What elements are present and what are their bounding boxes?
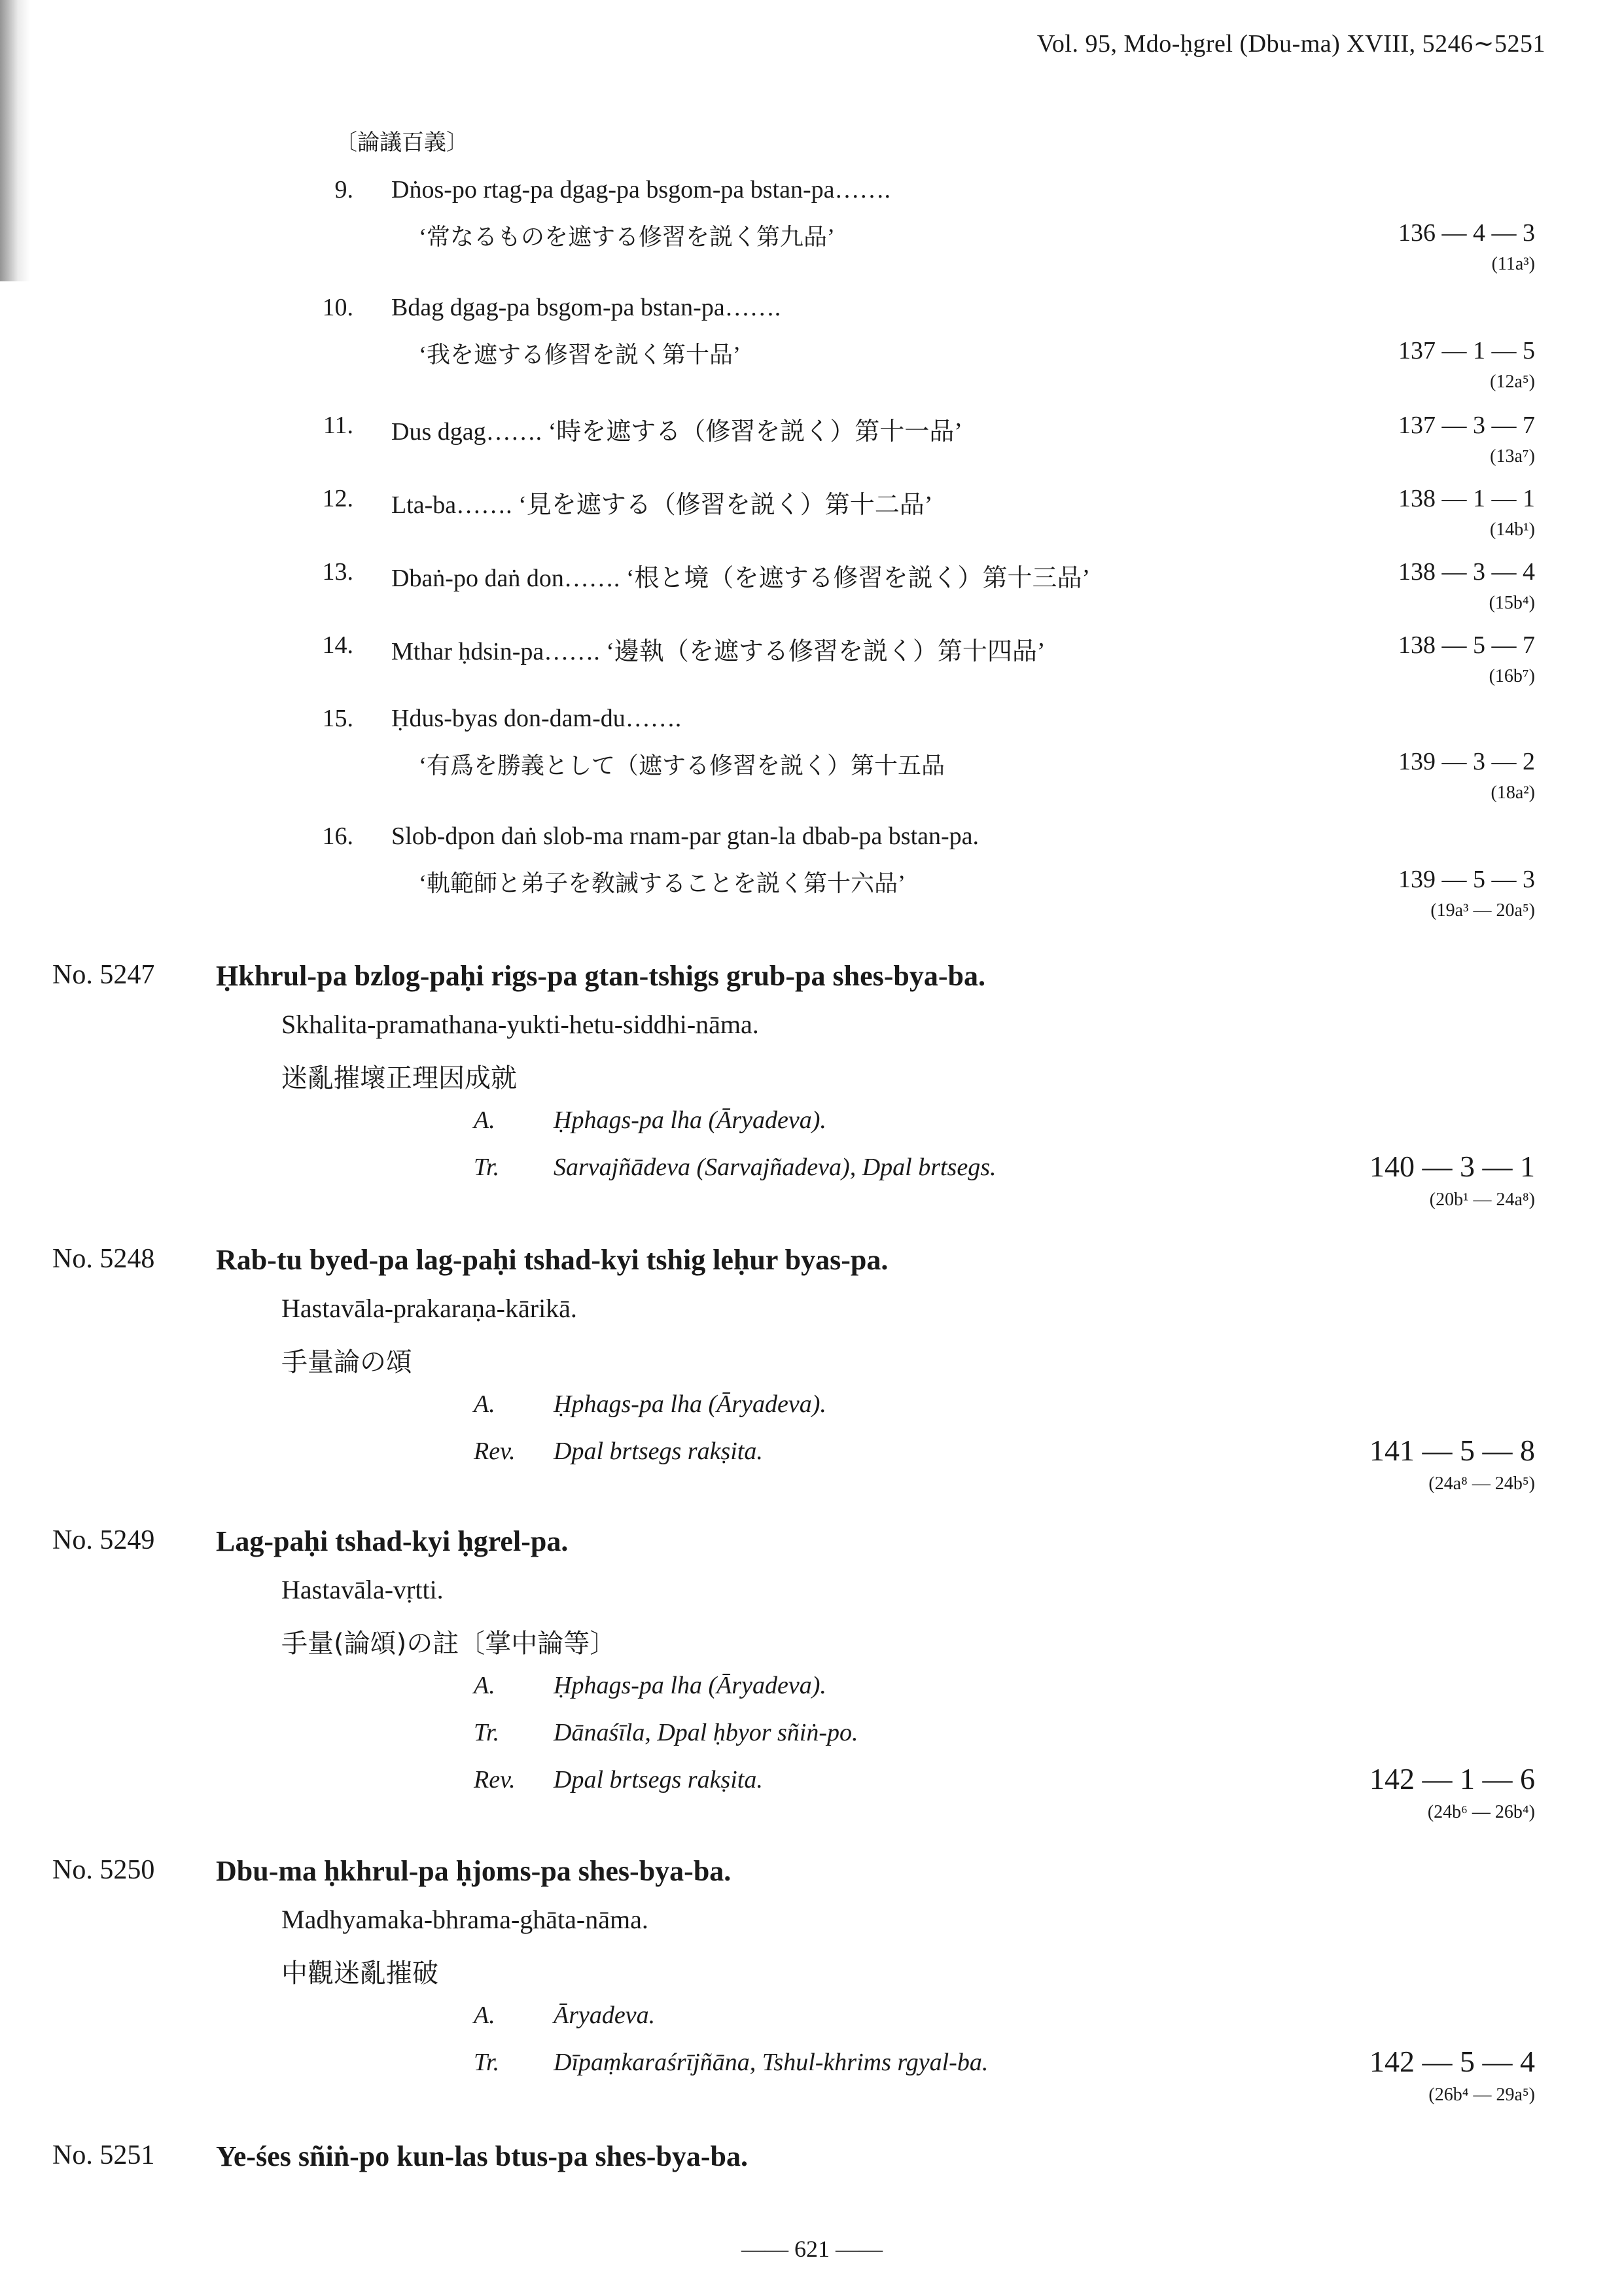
entry-page-ref: 142 — 5 — 4: [1369, 2045, 1535, 2078]
entry-chinese-title: 迷亂摧壞正理因成就: [281, 1063, 517, 1093]
role-label: Rev.: [474, 1438, 516, 1465]
role-label: Rev.: [474, 1766, 516, 1793]
role-value: Ḥphags-pa lha (Āryadeva).: [554, 1390, 826, 1418]
entry-folio-ref: (20b¹ — 24a⁸): [1429, 1190, 1535, 1210]
page-number: —— 621 ——: [741, 2236, 883, 2262]
toc-page-ref: 138 — 5 — 7: [1398, 631, 1535, 659]
role-value: Sarvajñādeva (Sarvajñadeva), Dpal brtsegs.: [554, 1154, 997, 1181]
toc-number: 16.: [322, 822, 353, 850]
toc-page-ref: 138 — 3 — 4: [1398, 558, 1535, 586]
toc-japanese-title: ‘有爲を勝義として（遮する修習を説く）第十五品: [419, 752, 945, 779]
role-value: Dānaśīla, Dpal ḥbyor sñiṅ-po.: [554, 1719, 858, 1746]
toc-number: 12.: [322, 485, 353, 512]
role-label: A.: [474, 1390, 495, 1418]
toc-tibetan-title: Mthar ḥdsin-pa……. ‘邊執（を遮する修習を説く）第十四品’: [391, 638, 1046, 665]
role-label: A.: [474, 1106, 495, 1134]
toc-folio-ref: (14b¹): [1489, 520, 1535, 540]
toc-tibetan-title: Ḥdus-byas don-dam-du…….: [391, 705, 682, 732]
entry-number: No. 5247: [52, 960, 155, 990]
entry-page-ref: 140 — 3 — 1: [1369, 1150, 1535, 1183]
toc-number: 11.: [323, 412, 353, 439]
entry-number: No. 5249: [52, 1525, 155, 1555]
page-header: Vol. 95, Mdo-ḥgrel (Dbu-ma) XVIII, 5246∼5251: [1036, 30, 1545, 58]
entry-tibetan-title: Ḥkhrul-pa bzlog-paḥi rigs-pa gtan-tshigs grub-pa shes-bya-ba.: [216, 960, 986, 992]
toc-japanese-title: ‘我を遮する修習を説く第十品’: [419, 342, 741, 368]
role-label: Tr.: [474, 1154, 500, 1181]
toc-item: [0, 631, 1624, 704]
role-label: Tr.: [474, 2049, 500, 2076]
toc-folio-ref: (18a²): [1491, 783, 1535, 803]
toc-folio-ref: (11a³): [1491, 254, 1535, 274]
toc-list: [0, 175, 1624, 940]
entry-folio-ref: (24a⁸ — 24b⁵): [1428, 1474, 1535, 1494]
entry-page-ref: 141 — 5 — 8: [1369, 1434, 1535, 1467]
entry-folio-ref: (26b⁴ — 29a⁵): [1428, 2085, 1535, 2105]
toc-number: 9.: [334, 176, 353, 203]
toc-tibetan-title: Lta-ba……. ‘見を遮する（修習を説く）第十二品’: [391, 491, 933, 519]
toc-page-ref: 139 — 5 — 3: [1398, 866, 1535, 893]
toc-number: 14.: [322, 631, 353, 659]
toc-item: [0, 822, 1624, 940]
toc-tibetan-title: Bdag dgag-pa bsgom-pa bstan-pa…….: [391, 294, 781, 321]
toc-item: [0, 704, 1624, 822]
entry-sanskrit-title: Madhyamaka-bhrama-ghāta-nāma.: [281, 1905, 648, 1934]
toc-item: [0, 411, 1624, 484]
role-label: A.: [474, 2002, 495, 2029]
toc-page-ref: 139 — 3 — 2: [1398, 748, 1535, 775]
toc-tibetan-title: Slob-dpon daṅ slob-ma rnam-par gtan-la dbab-pa bstan-pa.: [391, 822, 980, 850]
role-value: Ḥphags-pa lha (Āryadeva).: [554, 1106, 826, 1134]
role-value: Dīpaṃkaraśrījñāna, Tshul-khrims rgyal-ba.: [554, 2049, 989, 2076]
entry-chinese-title: 手量(論頌)の註〔掌中論等〕: [281, 1629, 616, 1659]
toc-page-ref: 136 — 4 — 3: [1398, 219, 1535, 247]
entry-folio-ref: (24b⁶ — 26b⁴): [1427, 1802, 1535, 1822]
entry-tibetan-title: Ye-śes sñiṅ-po kun-las btus-pa shes-bya-ba.: [216, 2140, 749, 2172]
role-label: A.: [474, 1672, 495, 1699]
entry-sanskrit-title: Hastavāla-prakaraṇa-kārikā.: [281, 1294, 577, 1323]
toc-folio-ref: (15b⁴): [1489, 593, 1535, 613]
entry-tibetan-title: Rab-tu byed-pa lag-paḥi tshad-kyi tshig leḥur byas-pa.: [216, 1244, 889, 1276]
entry-number: No. 5251: [52, 2140, 155, 2170]
role-label: Tr.: [474, 1719, 500, 1746]
entry-sanskrit-title: Skhalita-pramathana-yukti-hetu-siddhi-nāma.: [281, 1010, 759, 1039]
toc-number: 10.: [322, 294, 353, 321]
entry-page-ref: 142 — 1 — 6: [1369, 1762, 1535, 1795]
toc-item: [0, 175, 1624, 293]
entry-number: No. 5250: [52, 1855, 155, 1885]
toc-folio-ref: (13a⁷): [1490, 446, 1535, 467]
toc-folio-ref: (19a³ — 20a⁵): [1430, 900, 1535, 921]
toc-japanese-title: ‘常なるものを遮する修習を説く第九品’: [419, 224, 835, 250]
toc-tibetan-title: Dṅos-po rtag-pa dgag-pa bsgom-pa bstan-pa…….: [391, 176, 891, 203]
entry-sanskrit-title: Hastavāla-vṛtti.: [281, 1575, 444, 1604]
role-value: Āryadeva.: [554, 2002, 656, 2029]
toc-item: [0, 293, 1624, 411]
entry-tibetan-title: Dbu-ma ḥkhrul-pa ḥjoms-pa shes-bya-ba.: [216, 1855, 732, 1887]
role-value: Dpal brtsegs rakṣita.: [554, 1766, 763, 1793]
toc-item: [0, 484, 1624, 557]
toc-folio-ref: (12a⁵): [1490, 372, 1535, 392]
toc-number: 15.: [322, 705, 353, 732]
entry-tibetan-title: Lag-paḥi tshad-kyi ḥgrel-pa.: [216, 1525, 569, 1557]
toc-page-ref: 137 — 1 — 5: [1398, 337, 1535, 364]
role-value: Dpal brtsegs rakṣita.: [554, 1438, 763, 1465]
entry-number: No. 5248: [52, 1244, 155, 1274]
toc-number: 13.: [322, 558, 353, 586]
toc-item: [0, 557, 1624, 631]
entry-chinese-title: 中觀迷亂摧破: [281, 1958, 438, 1988]
toc-page-ref: 137 — 3 — 7: [1398, 412, 1535, 439]
section-label: 〔論議百義〕: [335, 131, 468, 155]
entry-chinese-title: 手量論の頌: [281, 1347, 412, 1377]
toc-folio-ref: (16b⁷): [1489, 666, 1535, 686]
toc-tibetan-title: Dbaṅ-po daṅ don……. ‘根と境（を遮する修習を説く）第十三品’: [391, 565, 1091, 592]
toc-japanese-title: ‘軌範師と弟子を敎誡することを説く第十六品’: [419, 870, 906, 896]
role-value: Ḥphags-pa lha (Āryadeva).: [554, 1672, 826, 1699]
toc-page-ref: 138 — 1 — 1: [1398, 485, 1535, 512]
toc-tibetan-title: Dus dgag……. ‘時を遮する（修習を説く）第十一品’: [391, 418, 962, 446]
